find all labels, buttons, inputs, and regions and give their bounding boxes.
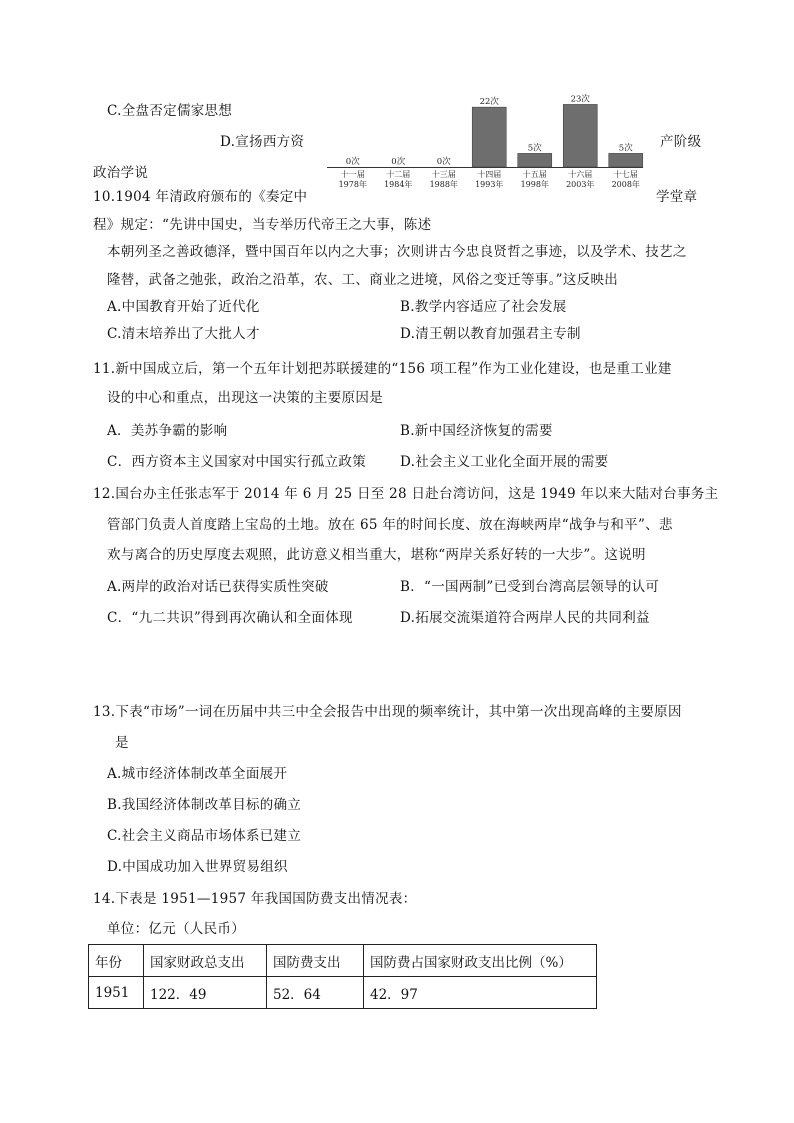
q13-option-b: B.我国经济体制改革目标的确立 [107, 797, 302, 813]
chart-value-label: 5次 [527, 143, 542, 154]
q13-option-d: D.中国成功加入世界贸易组织 [107, 859, 288, 875]
q10-stem-line1: 10.1904 年清政府颁布的《奏定中 [93, 189, 308, 205]
q10-option-c: C.清末培养出了大批人才 [107, 326, 260, 342]
chart-bar [472, 107, 506, 167]
q12-stem-line2: 管部门负责人首度踏上宝岛的土地。放在 65 年的时间长度、放在海峡两岸“战争与和平”、悲 [107, 517, 673, 533]
q10-stem-line2: 程》规定：“先讲中国史，当专举历代帝王之大事，陈述 [93, 217, 432, 233]
chart-year-label: 1978年 [338, 180, 367, 189]
table-header-cell: 国防费占国家财政支出比例（%） [364, 945, 597, 977]
table-cell: 42．97 [364, 977, 597, 1009]
chart-value-label: 0次 [345, 157, 360, 167]
chart-year-label: 2003年 [566, 180, 595, 189]
chart-category-label: 十二届 [386, 170, 411, 179]
chart-year-label: 1993年 [475, 180, 504, 189]
q11-stem-line1: 11.新中国成立后，第一个五年计划把苏联援建的“156 项工程”作为工业化建设，也是重工业建 [93, 361, 672, 377]
chart-year-label: 1984年 [384, 180, 413, 189]
chart-value-label: 5次 [618, 143, 633, 154]
chart-year-label: 2008年 [611, 180, 640, 189]
q10-option-b: B.教学内容适应了社会发展 [400, 299, 567, 315]
defense-spending-table [88, 944, 597, 1009]
chart-category-label: 十四届 [477, 170, 502, 179]
q11-option-d: D.社会主义工业化全面开展的需要 [400, 454, 609, 470]
chart-bar [518, 153, 552, 167]
q12-stem-line1: 12.国台办主任张志军于 2014 年 6 月 25 日至 28 日赴台湾访问，这是 1949 年以来大陆对台事务主 [93, 486, 719, 502]
q9-option-d-tail: 产阶级 [660, 134, 702, 150]
q13-stem-line1: 13.下表“市场”一词在历届中共三中全会报告中出现的频率统计，其中第一次出现高峰的主要原因 [93, 704, 682, 720]
table-cell: 122．49 [144, 977, 267, 1009]
q9-option-c: C.全盘否定儒家思想 [107, 103, 233, 119]
q11-option-b: B.新中国经济恢复的需要 [400, 423, 553, 439]
q11-stem-line2: 设的中心和重点，出现这一决策的主要原因是 [107, 390, 383, 406]
table-header-cell: 年份 [89, 945, 144, 977]
table-header-cell: 国家财政总支出 [144, 945, 267, 977]
chart-bar [609, 153, 643, 167]
q12-option-d: D.拓展交流渠道符合两岸人民的共同利益 [400, 610, 650, 626]
table-row [89, 977, 597, 1009]
q14-unit: 单位：亿元（人民币） [107, 921, 245, 937]
q14-stem-line1: 14.下表是 1951—1957 年我国国防费支出情况表： [93, 891, 417, 907]
chart-value-label: 0次 [436, 157, 451, 167]
chart-bar [563, 104, 597, 167]
q10-stem-line4: 隆替，武备之弛张，政治之沿革，农、工、商业之进境，风俗之变迁等事。”这反映出 [107, 272, 619, 288]
q12-stem-line3: 欢与离合的历史厚度去观照，此访意义相当重大，堪称“两岸关系好转的一大步”。这说明 [107, 547, 646, 563]
q12-option-c: C．“九二共识”得到再次确认和全面体现 [107, 610, 353, 626]
q13-stem-line2: 是 [115, 735, 129, 751]
chart-value-label: 23次 [570, 94, 590, 105]
market-frequency-chart [325, 92, 645, 190]
q11-option-a: A．美苏争霸的影响 [107, 423, 228, 439]
chart-category-label: 十七届 [613, 170, 638, 179]
table-cell: 1951 [89, 977, 144, 1009]
q9-option-d: D.宣扬西方资 [220, 134, 305, 150]
table-cell: 52．64 [267, 977, 364, 1009]
chart-value-label: 22次 [479, 97, 499, 108]
chart-year-label: 1988年 [429, 180, 458, 189]
q10-stem-line3: 本朝列圣之善政德泽，暨中国百年以内之大事；次则讲古今忠良贤哲之事迹，以及学术、技艺之 [107, 244, 687, 260]
q12-option-a: A.两岸的政治对话已获得实质性突破 [107, 579, 329, 595]
q10-option-d: D.清王朝以教育加强君主专制 [400, 326, 581, 342]
chart-year-label: 1998年 [520, 180, 549, 189]
table-header-row [89, 945, 597, 977]
q13-option-a: A.城市经济体制改革全面展开 [107, 766, 288, 782]
chart-value-label: 0次 [391, 157, 406, 167]
chart-category-label: 十六届 [568, 170, 593, 179]
q13-option-c: C.社会主义商品市场体系已建立 [107, 828, 302, 844]
q10-option-a: A.中国教育开始了近代化 [107, 299, 260, 315]
q12-option-b: B．“一国两制”已受到台湾高层领导的认可 [400, 579, 660, 595]
q11-option-c: C．西方资本主义国家对中国实行孤立政策 [107, 454, 367, 470]
chart-category-label: 十三届 [431, 170, 456, 179]
q10-stem-line1-tail: 学堂章 [656, 189, 698, 205]
table-header-cell: 国防费支出 [267, 945, 364, 977]
q9-option-d-end: 政治学说 [93, 165, 149, 181]
chart-category-label: 十五届 [522, 170, 547, 179]
chart-category-label: 十一届 [340, 170, 365, 179]
